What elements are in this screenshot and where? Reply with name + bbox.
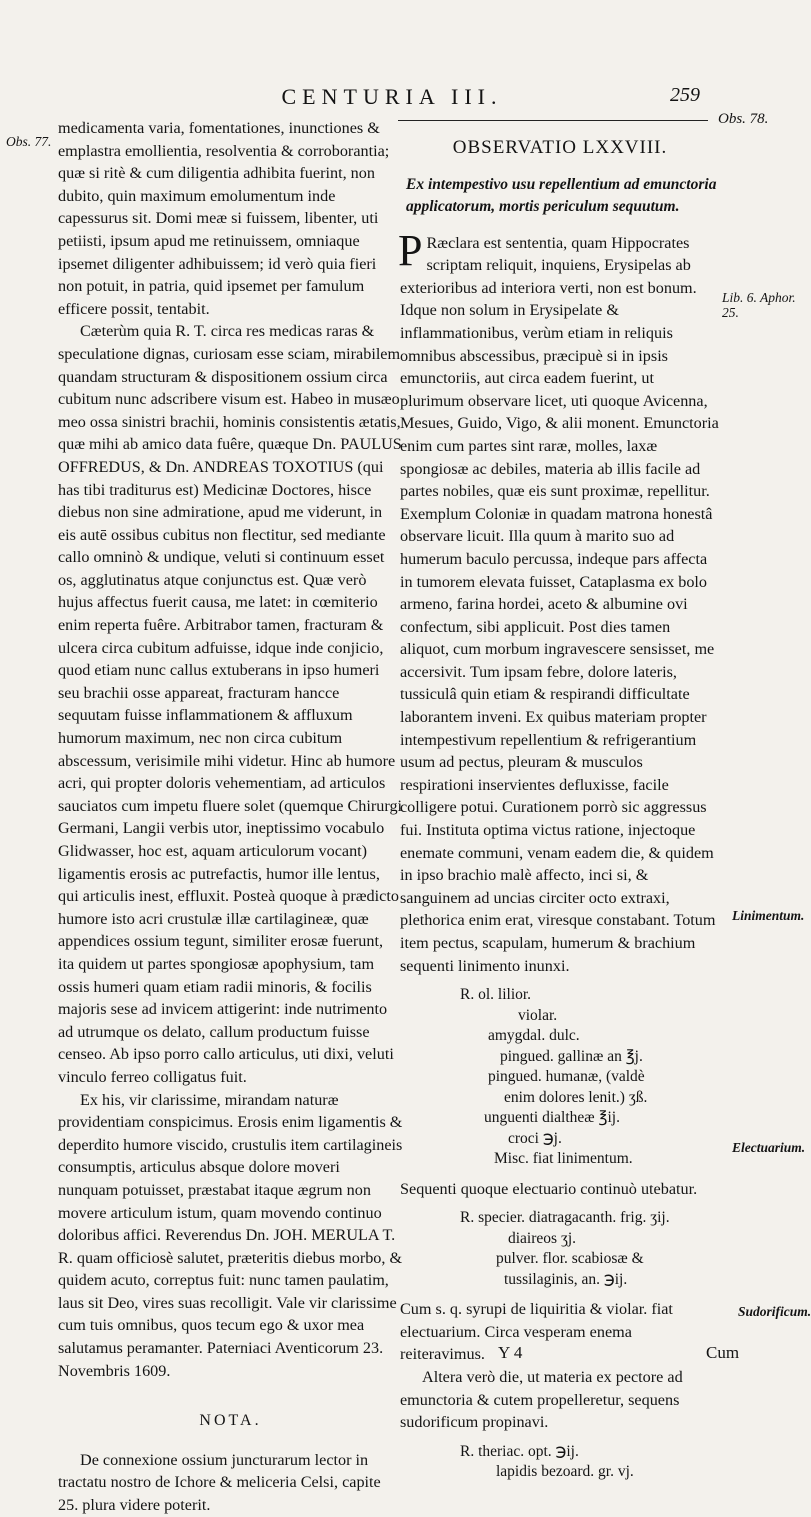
drop-cap: P [398, 225, 423, 275]
recipe-sudorificum [400, 1442, 720, 1483]
recipe-line: pulver. flor. scabiosæ & [496, 1250, 644, 1268]
observation-subtitle: Ex intempestivo usu repellentium ad emunctoria applicatorum, mortis periculum sequutum. [406, 175, 717, 215]
left-paragraph-2: Cæterùm quia R. T. circa res medicas raras & speculatione dignas, curiosam esse sciam, mirabilem quandam structuram & dispositionem ossium circa cubitum nunc adscribere visum est. Habeo in musæo meo ossa sinistri brachii, hominis consistentis ætatis, quæ mihi ab amico data fuêre, quæque Dn. PAULUS OFFREDUS, & Dn. ANDREAS TOXOTIUS (qui has tibi traditurus est) Medicinæ Doctores, hisce diebus non sine admiratione, apud me viderunt, in eis autē ossibus cubitus non flectitur, sed mediante callo omninò & undique, veluti si continuum esset os, agglutinatus atque conjunctus est. Quæ verò hujus affectus fuerit causa, me latet: in cœmiterio enim reperta fuêre. Arbitrabor tamen, fracturam & ulcera circa cubitum adfuisse, idque inde conjicio, quod etiam nunc callus extuberans in ipso humeri seu brachii osse appareat, fracturam hancce sequutam fuisse inflammationem & affluxum humorum maximum, nec non circa cubitum abscessum, verisimile mihi videtur. Hinc ab humore acri, qui propter doloris vehementiam, ad articulos sauciatos cum impetu fluere solet (quemque Chirurgi Germani, Langii verbis utor, ineptissimo vocabulo Glidwasser, hoc est, aquam articulorum vocant) ligamentis erosis ac putrefactis, humor ille lentus, qui articulis inest, effluxit. Posteà quoque à prædicto humore isto acri crustulæ illæ cartilagineæ, quæ appendices ossium tegunt, similiter erosæ fuerunt, ita quidem ut partes spongiosæ apophysium, tam ossis humeri quam etiam radii minoris, & focilis majoris sese ad invicem attigerint: inde nutrimento ad utrumque os delato, callum productum fuisse censeo. Ab ipso porro callo articulus, uti dixi, veluti vinculo ferreo colligatus fuit. [58, 322, 403, 1086]
recipe-line: R. specier. diatragacanth. frig. ʒij. [460, 1209, 670, 1227]
catchword: Cum [706, 1343, 740, 1362]
margin-note-hippocrates: Lib. 6. Aphor. 25. [722, 290, 796, 320]
recipe-line: croci ℈j. [508, 1129, 562, 1147]
recipe-line: pingued. humanæ, (valdè [488, 1068, 645, 1086]
right-column [400, 117, 720, 1491]
recipe-line: tussilaginis, an. ℈ij. [504, 1270, 628, 1288]
right-paragraph-1-text: Ræclara est sententia, quam Hippocrates scriptam reliquit, inquiens, Erysipelas ab exterioribus ad interiora verti, non est bonum. Idque non solum in Erysipelate & inflammationibus, verùm etiam in reliquis omnibus abscessibus, præcipuè si in ipsis emunctoriis, aut circa eadem fuerint, ut plurimum observare licet, uti quoque Avicenna, Mesues, Guido, Vigo, & alii monent. Emunctoria enim cum partes sint raræ, molles, laxæ spongiosæ ac debiles, materia ab illis facile ad partes nobiles, quæ eis sunt proximæ, repellitur. Exemplum Coloniæ in quadam matrona honestâ observare licuit. Illa quum à marito suo ad humerum baculo percussa, indeque pars affecta in tumorem elevata fuisset, Cataplasma ex bolo armeno, farina hordei, aceto & albumine ovi confectum, sibi applicuit. Post dies tamen aliquot, cum morbum ingravescere sensisset, me accersivit. Tum ipsam febre, dolore lateris, tussiculâ quin etiam & respirandi difficultate laborantem inveni. Ex quibus materiam propter intempestivum repellentium & refrigerantium usum ad pectus, pleuram & musculos respirationi inservientes defluxisse, facile colligere potui. Curationem porrò sic aggressus fui. Instituta optima victus ratione, injectoque enemate communi, venam eadem die, & quidem in ipso brachio malè affecto, inci si, & sanguinem ad uncias circiter octo extraxi, plethorica enim erat, viresque constabant. Totum item pectus, scapulam, humerum & brachium sequenti linimento inunxi. [400, 233, 719, 975]
recipe-line: diaireos ʒj. [508, 1229, 577, 1247]
recipe-line: unguenti dialtheæ ℥ij. [484, 1109, 620, 1127]
margin-note-obs77: Obs. 77. [6, 134, 52, 149]
nota-text: De connexione ossium juncturarum lector in tractatu nostro de Ichore & meliceria Celsi, capite 25. plura videre poterit. [58, 1450, 381, 1515]
right-paragraph-4: Altera verò die, ut materia ex pectore ad emunctoria & cutem propelleretur, sequens sudorificum propinavi. [400, 1368, 683, 1432]
recipe-line: pingued. gallinæ an ℥j. [500, 1047, 643, 1065]
right-paragraph-1 [398, 225, 720, 978]
page-number: 259 [670, 84, 700, 106]
left-column [58, 117, 403, 1517]
recipe-line: violar. [518, 1006, 558, 1024]
recipe-line: R. theriac. opt. ℈ij. [460, 1442, 579, 1460]
margin-note-linimentum: Linimentum. [732, 908, 805, 923]
recipe-electuarium [400, 1208, 720, 1290]
nota-heading: NOTA. [199, 1412, 262, 1430]
recipe-line: lapidis bezoard. gr. vj. [496, 1463, 634, 1481]
margin-note-obs78: Obs. 78. [718, 111, 769, 127]
margin-note-electuarium: Electuarium. [732, 1140, 806, 1155]
left-paragraph-3: Ex his, vir clarissime, mirandam naturæ providentiam conspicimus. Erosis enim ligamentis & deperdito humore viscido, crustulis item cartilagineis consumptis, articulus absque dolore moveri nunquam potuisset, præstabat itaque ægrum non movere articulum istum, quam movendo continuo doloribus affici. Reverendus Dn. JOH. MERULA T. R. quam officiosè salutet, præteritis diebus morbo, & quidem acuto, correptus fuit: nunc tamen paulatim, laus sit Deo, vires suas recolligit. Vale vir clarissime cum tuis omnibus, quos tecum ego & uxor mea salutamus peramanter. Paterniaci Aventicorum 23. Novembris 1609. [58, 1090, 403, 1380]
recipe-line: R. ol. lilior. [460, 986, 532, 1004]
right-paragraph-3: Cum s. q. syrupi de liquiritia & violar. fiat electuarium. Circa vesperam enema reiteravimus. [400, 1300, 673, 1364]
signature-mark: Y 4 [498, 1343, 523, 1362]
running-head: CENTURIA III. [281, 84, 503, 109]
recipe-linimentum [400, 985, 720, 1170]
observation-title: OBSERVATIO LXXVIII. [452, 137, 668, 158]
recipe-line: Misc. fiat linimentum. [494, 1150, 633, 1168]
margin-note-sudorificum: Sudorificum. [738, 1304, 811, 1319]
recipe-line: amygdal. dulc. [488, 1027, 580, 1045]
right-paragraph-2: Sequenti quoque electuario continuò utebatur. [400, 1179, 698, 1198]
recipe-line: enim dolores lenit.) ʒß. [504, 1088, 648, 1106]
left-paragraph-1: medicamenta varia, fomentationes, inunctiones & emplastra emollientia, resolventia & corroborantia; quæ si ritè & cum diligentia adhibita fuerint, non dubito, quin maximum emolumentum inde capessurus sit. Domi meæ si fuissem, libenter, uti petiisti, ipsum apud me retinuissem, omniaque ipsemet diligenter adhibuissem; id verò quia fieri non potuit, in patria, quid ipsemet per famulum efficere possit, tentabit. [58, 119, 390, 318]
